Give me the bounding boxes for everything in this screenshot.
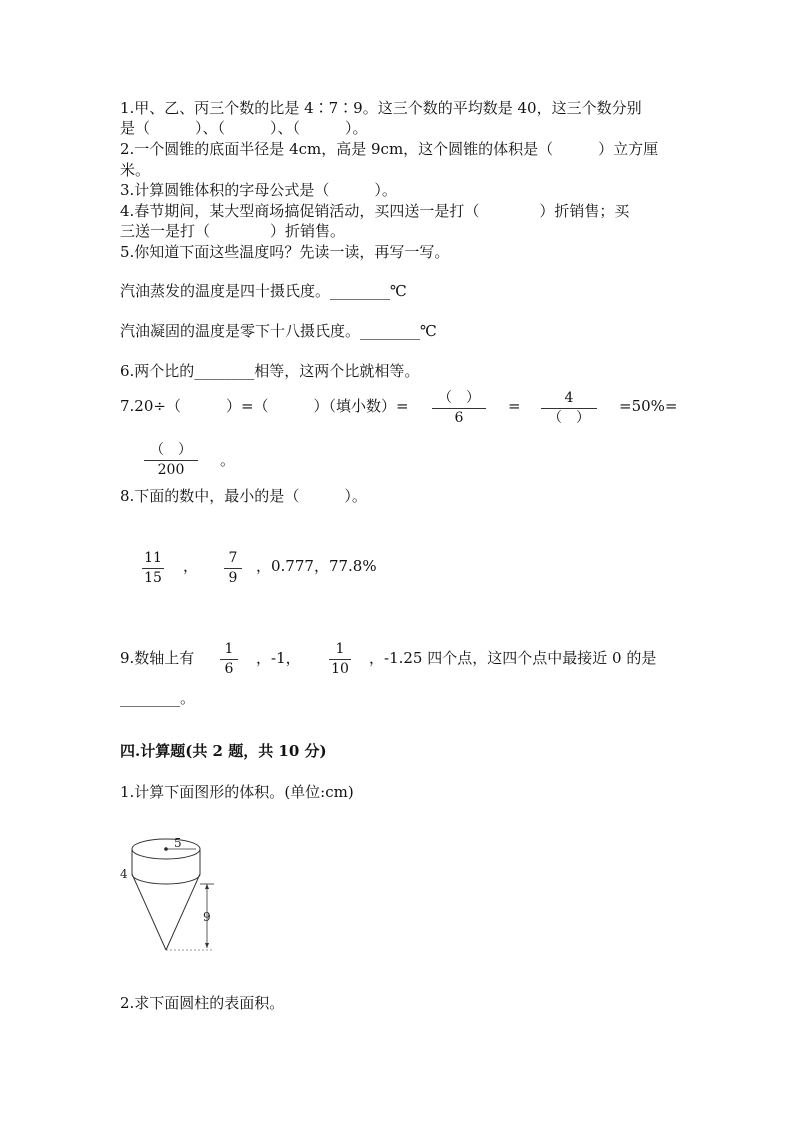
fraction-bar xyxy=(541,408,597,409)
cylinder-cone-figure xyxy=(110,826,230,956)
q2-line2: 米。 xyxy=(120,161,151,179)
q8-comma: ， xyxy=(183,557,199,575)
q8-fraction-1-denominator: 15 xyxy=(144,570,162,586)
q9-part1: 9.数轴上有 xyxy=(120,649,195,667)
q6-text: 6.两个比的________相等，这两个比就相等。 xyxy=(120,362,420,380)
q9-fraction-2-denominator: 10 xyxy=(331,661,349,677)
q7-fraction-3-numerator: （ ） xyxy=(150,442,192,458)
q8-fraction-2 xyxy=(224,550,242,587)
cylinder-height-label: 4 xyxy=(120,867,128,881)
q8-fraction-1 xyxy=(142,550,164,587)
q8-text: 8.下面的数中，最小的是（ ）。 xyxy=(120,487,367,505)
section-4-q2: 2.求下面圆柱的表面积。 xyxy=(120,994,285,1012)
q2-line1: 2.一个圆锥的底面半径是 4cm，高是 9cm，这个圆锥的体积是（ ）立方厘 xyxy=(120,140,659,158)
section-4-q1: 1.计算下面图形的体积。(单位:cm) xyxy=(120,783,354,801)
q9-blank: ________。 xyxy=(120,689,196,707)
radius-label: 5 xyxy=(174,836,182,850)
q8-fraction-2-numerator: 7 xyxy=(228,550,238,566)
q9-fraction-2 xyxy=(329,641,351,678)
q7-fraction-3-denominator: 200 xyxy=(157,462,185,478)
q7-fraction-2 xyxy=(541,390,597,427)
q7-fraction-3 xyxy=(144,442,198,479)
q5-item-b: 汽油凝固的温度是零下十八摄氏度。________℃ xyxy=(120,322,437,340)
q5-text: 5.你知道下面这些温度吗？先读一读，再写一写。 xyxy=(120,243,450,261)
q7-tail: =50%= xyxy=(619,397,678,415)
q8-rest: ，0.777，77.8% xyxy=(256,557,377,575)
fraction-bar xyxy=(432,408,486,409)
q9-fraction-1 xyxy=(220,641,238,678)
q7-fraction-1 xyxy=(432,390,486,427)
q9-fraction-1-denominator: 6 xyxy=(224,661,234,677)
q7-fraction-2-numerator: 4 xyxy=(564,390,574,406)
cone-right-side xyxy=(166,874,200,950)
q7-end: 。 xyxy=(220,451,236,469)
arrow-up-icon xyxy=(205,884,209,889)
q9-fraction-1-numerator: 1 xyxy=(224,641,234,657)
arrow-down-icon xyxy=(205,943,209,948)
q7-fraction-2-denominator: （ ） xyxy=(548,410,590,426)
cone-left-side xyxy=(132,874,166,950)
q9-fraction-2-numerator: 1 xyxy=(335,641,345,657)
q1-line1: 1.甲、乙、丙三个数的比是 4∶7∶9。这三个数的平均数是 40，这三个数分别 xyxy=(120,99,642,117)
q5-item-a: 汽油蒸发的温度是四十摄氏度。________℃ xyxy=(120,282,407,300)
section-4-heading: 四.计算题(共 2 题，共 10 分) xyxy=(120,742,327,760)
q7-equals: = xyxy=(508,397,521,415)
q4-line1: 4.春节期间，某大型商场搞促销活动，买四送一是打（ ）折销售；买 xyxy=(120,202,630,220)
q8-fraction-2-denominator: 9 xyxy=(228,570,238,586)
fraction-bar xyxy=(329,659,351,660)
q4-line2: 三送一是打（ ）折销售。 xyxy=(120,222,346,240)
q9-rest: ，-1.25 四个点，这四个点中最接近 0 的是 xyxy=(369,649,657,667)
q3-text: 3.计算圆锥体积的字母公式是（ ）。 xyxy=(120,181,397,199)
fraction-bar xyxy=(220,659,238,660)
fraction-bar xyxy=(144,460,198,461)
cylinder-bottom xyxy=(132,874,200,884)
q7-fraction-1-denominator: 6 xyxy=(454,410,464,426)
fraction-bar xyxy=(224,568,242,569)
q7-part1: 7.20÷（ ）=（ ）（填小数）= xyxy=(120,397,409,415)
q1-line2: 是（ ）、（ ）、（ ）。 xyxy=(120,119,368,137)
q8-fraction-1-numerator: 11 xyxy=(144,550,162,566)
fraction-bar xyxy=(142,568,164,569)
q7-fraction-1-numerator: （ ） xyxy=(438,390,480,406)
cone-height-label: 9 xyxy=(203,910,211,924)
q9-mid: ，-1， xyxy=(256,649,301,667)
